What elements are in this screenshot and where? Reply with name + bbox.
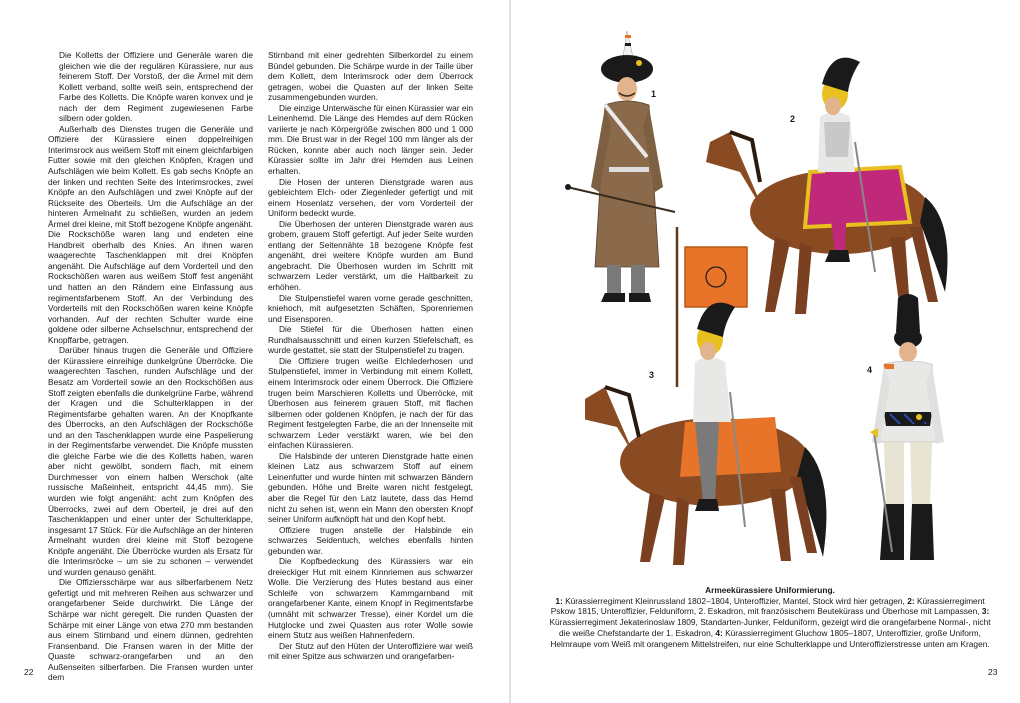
- paragraph: Stirnband mit einer gedrehten Silberkordel zu einem Bündel gebunden. Die Schärpe wurde in der Taille über dem Kollett, dem Interimsrock oder dem Überrock getragen, wobei die Quasten auf der linken Seite zusammengebunden wurden.: [268, 50, 473, 103]
- paragraph: Die Kopfbedeckung des Kürassiers war ein dreieckiger Hut mit einem Kinnriemen aus schwarzer Wolle. Die Verzierung des Hutes bestand aus einer Schleife von schwarzem Kammgarnband mit orangefarbener Kante, einem Knopf in Regimentsfarbe (umnäht mit schwarzer Tresse), einer Kordel um die Hutglocke und zwei Quasten aus roter Wolle sowie einem Stutz aus weißen Hahnenfedern.: [268, 556, 473, 641]
- caption-item-number: 2:: [907, 595, 915, 606]
- page-gutter: [509, 0, 511, 703]
- paragraph: Offiziere trugen anstelle der Halsbinde ein schwarzes Seidentuch, welches ebenfalls hinten gebunden war.: [268, 524, 473, 556]
- paragraph: Die einzige Unterwäsche für einen Kürassier war ein Leinenhemd. Die Länge des Hemdes auf dem Rücken variierte je nach Körpergröße zwischen 800 und 1 000 mm. Die Brust war in der Regel 100 mm länger als der Rücken, konnte aber auch noch länger sein. Jeder Kürassier sollte im Jahr drei Hemden aus Leinen erhalten.: [268, 102, 473, 177]
- caption-item-text: Kürassierregiment Kleinrussland 1802–1804, Unteroffizier, Mantel, Stock wird hier getragen,: [562, 595, 905, 606]
- figure-4-nco-dismounted: [860, 292, 955, 572]
- figure-number-3: 3: [649, 370, 655, 380]
- paragraph: Die Stiefel für die Überhosen hatten einen Rundhalsausschnitt und einen kurzen Stiefelschaft, es wurde gestattet, sie statt der Stulpenstiefel zu tragen.: [268, 324, 473, 356]
- page-number-right: 23: [988, 667, 998, 677]
- paragraph: Die Überhosen der unteren Dienstgrade waren aus grobem, grauem Stoff gefertigt. Auf jeder Seite wurden entlang der Seitennähte 18 bezogene Knöpfe fest angenäht, drei weitere Knöpfe wurden am Bund angebracht. Die Überhosen wurden im Schritt mit schwarzem Leder verstärkt, um die Haltbarkeit zu erhöhen.: [268, 218, 473, 293]
- paragraph: Die Offiziersschärpe war aus silberfarbenem Netz gefertigt und mit mehreren Reihen aus schwarzer und orangefarbener Seide durchwirkt. Die Länge der Schärpe war nicht geregelt. Die runden Quasten der Schärpe mit einer Länge von etwa 270 mm bestanden aus einem Stirnband und einem dünnen, gedrehten Fransenband. Die Fransen waren in der Mitte der Quaste schwarz-orangefarben und an den Außenseiten silberfarben. Die Fransen wurden unter dem: [48, 577, 253, 683]
- figure-number-4: 4: [867, 365, 873, 375]
- figure-number-1: 1: [651, 89, 657, 99]
- paragraph: Die Halsbinde der unteren Dienstgrade hatte einen kleinen Latz aus schwarzem Stoff auf einem Leinenfutter und wurde hinten mit schwarzen Bändern gebunden. Höhe und Breite waren nicht festgelegt, aber die Regel für den Latz lautete, dass das Hemd nicht zu sehen ist, wenn ein Mann den obersten Knopf seiner Uniform aufknöpft hat und den Kopf hebt.: [268, 450, 473, 525]
- paragraph: Die Hosen der unteren Dienstgrade waren aus gebleichtem Elch- oder Ziegenleder gefertigt und mit einem Hosenlatz versehen, der vom Vorderteil der Uniform bedeckt wurde.: [268, 176, 473, 219]
- caption-title: Armeekürassiere Uniformierung.: [705, 585, 835, 595]
- uniform-illustration-plate: [545, 22, 1015, 582]
- paragraph: Die Stulpenstiefel waren vorne gerade geschnitten, kniehoch, mit aufgesetzten Schäften, Sporenriemen und Eisensporen.: [268, 292, 473, 324]
- caption-item-number: 3:: [981, 606, 990, 617]
- paragraph: Darüber hinaus trugen die Generäle und Offiziere der Kürassiere einreihige dunkelgrüne Überröcke. Die waagerechten Taschen, runden Aufschläge und der Besatz am Vorderteil sowie an den Rockschößen aus Stoff zeigten ebenfalls die dunkelgrüne Farbe, während der Kragen und die Schulterklappen in der Regimentsfarbe gehalten waren. An der Knopfkante des Überrocks, an den Aufschlägen der Rockschöße und an den Taschenklappen wurde eine Paspelierung in der Regimentsfarbe verwendet. Die Knöpfe mussten die gleiche Farbe wie die des Kolletts haben, waren aber nicht gewölbt, sondern flach, mit einem Durchmesser von einem halben Werschok (alte russische Maßeinheit, entspricht 44,45 mm). Sie wurden wie folgt angenäht: acht zum Knöpfen des Überrocks, zwei auf dem Oberteil, je drei auf den Taschenklappen und einer unter der Schulterklappe, insgesamt 17 Stück. Für die Aufschläge an der hinteren Ärmelnaht wurden drei kleine mit Stoff bezogene Knöpfe angenäht. Die Überröcke wurden als Ersatz für die Interimsröcke – um sie zu schonen – verwendet und wurden genauso genäht.: [48, 345, 254, 577]
- figure-3-standard-bearer: [585, 227, 845, 567]
- left-page-column-1: [48, 50, 253, 683]
- figure-number-2: 2: [790, 114, 796, 124]
- caption-item-text: Kürassierregiment Jekaterinoslaw 1809, Standarten-Junker, Felduniform, gezeigt wird die orangefarbene Normal-, nicht die weiße Chefstandarte der 1. Eskadron,: [549, 617, 991, 638]
- caption-item-text: Kürassierregiment Pskow 1815, Unteroffizier, Felduniform, 2. Eskadron, mit französischem Beutekürass und Überhose mit Lampassen,: [550, 595, 985, 617]
- paragraph: Die Kolletts der Offiziere und Generäle waren die gleichen wie die der regulären Kürassiere, nur aus feinerem Stoff. Der Vorstoß, der die Ärmel mit dem Kollett verband, sollte weiß sein, entsprechend der Farbe des Kolletts. Die Knöpfe waren konvex und je nach der dem Regiment zugewiesenen Farbe silbern oder golden.: [59, 50, 253, 124]
- caption-item-text: Kürassierregiment Gluchow 1805–1807, Unteroffizier, große Uniform, Helmraupe vom Weiß mit orangenem Mittelstreifen, nur eine Schulterklappe und Unteroffizierstresse unten am Kragen.: [550, 627, 990, 649]
- caption-item-number: 4:: [715, 627, 723, 638]
- paragraph: Der Stutz auf den Hüten der Unteroffiziere war weiß mit einer Spitze aus schwarzen und orangefarben-: [268, 640, 473, 662]
- paragraph: Außerhalb des Dienstes trugen die Generäle und Offiziere der Kürassiere einen doppelreihigen Interimsrock aus weißem Stoff mit einem gleichfarbigen Futter sowie mit den gleichen Knöpfen, Kragen und Aufschlägen wie beim Kollett. Es gab sechs Knöpfe an der linken und rechten Seite des Interimsrockes, zwei Knöpfe an den Aufschlägen und zwei Knöpfe auf der Rückseite des Oberteils. Um die Aufschläge an der hinteren Ärmelnaht zu schließen, wurden an jedem Ärmel drei kleine, mit Stoff bezogene Knöpfe angenäht. Die Rockschöße waren lang und endeten eine Handbreit oberhalb des Knies. An ihnen waren waagerechte Taschenklappen mit drei Knöpfen angenäht. Die Aufschläge auf dem Vorderteil und den Rockschößen waren aus weißem Stoff fest angenäht und hatten an den Rändern eine Einfassung aus regimentsfarbenem Stoff. An der Verbindung des Vorderteils mit den Rockschößen waren keine Knöpfe vorhanden. Auf der rechten Schulter wurde eine goldene oder silberne Achselschnur, entsprechend der Knopffarbe, getragen.: [48, 123, 253, 345]
- page-number-left: 22: [24, 667, 34, 677]
- left-page-column-2: [268, 50, 473, 662]
- caption-item-number: 1:: [555, 595, 563, 606]
- illustration-caption: [545, 585, 995, 649]
- paragraph: Die Offiziere trugen weiße Elchlederhosen und Stulpenstiefel, immer in Verbindung mit einem Kollett, einem Interimsrock oder einem Überrock. Die Offiziere trugen beim Marschieren Kolletts und Überröcke, mit Überhosen aus feinerem grauen Stoff, mit flachen silbernen oder goldenen Knöpfen, je nach der für das Regiment festgelegten Farbe, die an der Innenseite mit schwarzem Leder verstärkt waren, wie bei den einfachen Kürassieren.: [268, 355, 473, 451]
